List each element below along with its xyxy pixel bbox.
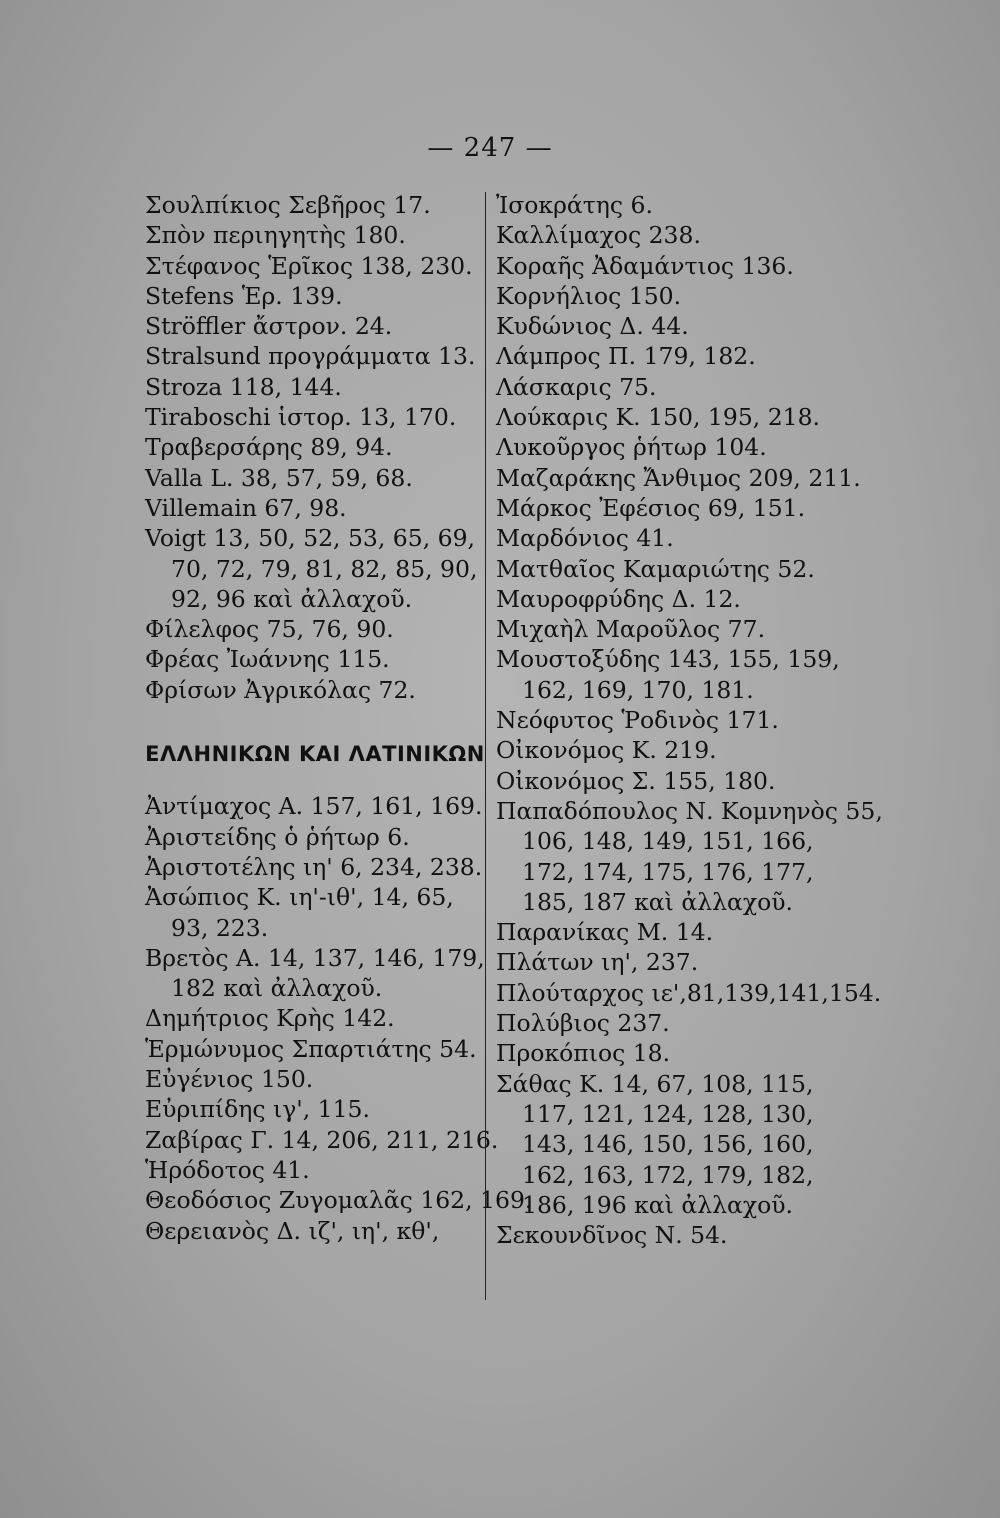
index-entry-continuation: 186, 196 καὶ ἀλλαχοῦ.	[522, 1190, 794, 1219]
index-entry: Καλλίμαχος 238.	[496, 221, 701, 250]
index-entry: Ματθαῖος Καμαριώτης 52.	[496, 554, 815, 583]
index-entry-continuation: 143, 146, 150, 156, 160,	[522, 1130, 814, 1159]
column-divider	[485, 192, 486, 1300]
index-entry: Πλάτων ιη', 237.	[496, 948, 699, 977]
index-entry: Σπὸν περιηγητὴς 180.	[145, 221, 406, 250]
index-entry: Μάρκος Ἐφέσιος 69, 151.	[496, 493, 806, 522]
index-entry: Λάμπρος Π. 179, 182.	[496, 342, 756, 371]
page-number: — 247 —	[427, 133, 553, 163]
index-entry-continuation: 117, 121, 124, 128, 130,	[522, 1099, 814, 1128]
index-entry: Ἡρόδοτος 41.	[145, 1155, 310, 1184]
index-entry-continuation: 172, 174, 175, 176, 177,	[522, 857, 814, 886]
index-entry: Μαυροφρύδης Δ. 12.	[496, 584, 741, 613]
index-entry: Πλούταρχος ιε',81,139,141,154.	[496, 978, 882, 1007]
index-entry-continuation: 162, 169, 170, 181.	[522, 675, 754, 704]
index-entry: Φρίσων Ἀγρικόλας 72.	[145, 675, 416, 704]
index-entry: Μουστοξύδης 143, 155, 159,	[496, 645, 840, 674]
index-entry: Σουλπίκιος Σεβῆρος 17.	[145, 191, 431, 219]
index-entry: Ströffler ἄστρον. 24.	[145, 312, 393, 341]
index-entry: Δημήτριος Κρὴς 142.	[145, 1004, 395, 1033]
index-entry: Φρέας Ἰωάννης 115.	[145, 645, 390, 674]
index-entry: Εὐγένιος 150.	[145, 1065, 314, 1094]
index-entry: Εὐριπίδης ιγ', 115.	[145, 1095, 370, 1124]
section-heading: ΕΛΛΗΝΙΚΩΝ ΚΑΙ ΛΑΤΙΝΙΚΩΝ	[145, 742, 485, 767]
index-entry: Οἰκονόμος Κ. 219.	[496, 736, 717, 765]
index-entry: Οἰκονόμος Σ. 155, 180.	[496, 766, 776, 795]
index-entry: Παπαδόπουλος Ν. Κομνηνὸς 55,	[496, 796, 883, 825]
index-entry-continuation: 182 καὶ ἀλλαχοῦ.	[171, 974, 383, 1003]
index-entry: Ἰσοκράτης 6.	[496, 191, 653, 219]
index-entry: Θεοδόσιος Ζυγομαλᾶς 162, 169.	[145, 1186, 533, 1215]
right-index-list	[496, 190, 883, 1250]
index-entry: Στέφανος Ἑρῖκος 138, 230.	[145, 251, 473, 280]
index-entry: Ζαβίρας Γ. 14, 206, 211, 216.	[145, 1125, 499, 1154]
index-entry: Τραβερσάρης 89, 94.	[145, 433, 393, 462]
index-entry: Ἀριστείδης ὁ ῥήτωρ 6.	[145, 822, 410, 851]
index-entry: Tiraboschi ἱστορ. 13, 170.	[145, 403, 457, 432]
index-entry-continuation: 162, 163, 172, 179, 182,	[522, 1160, 814, 1189]
index-entry: Stroza 118, 144.	[145, 372, 342, 401]
index-entry-continuation: 93, 223.	[171, 913, 269, 942]
index-entry: Σεκουνδῖνος Ν. 54.	[496, 1221, 728, 1250]
index-entry: Βρετὸς Α. 14, 137, 146, 179,	[145, 943, 485, 972]
index-entry: Πολύβιος 237.	[496, 1009, 670, 1038]
left-index-list-bottom	[145, 791, 533, 1245]
index-entry: Μιχαὴλ Μαροῦλος 77.	[496, 615, 766, 644]
index-entry: Stralsund προγράμματα 13.	[145, 342, 476, 371]
index-entry: Μαρδόνιος 41.	[496, 524, 674, 553]
index-entry-continuation: 70, 72, 79, 81, 82, 85, 90,	[171, 554, 478, 583]
index-entry: Προκόπιος 18.	[496, 1039, 671, 1068]
index-entry-continuation: 185, 187 καὶ ἀλλαχοῦ.	[522, 887, 794, 916]
index-entry: Ἀσώπιος Κ. ιη'-ιθ', 14, 65,	[145, 883, 454, 912]
index-entry: Λυκοῦργος ῥήτωρ 104.	[496, 433, 767, 462]
index-entry: Ἀντίμαχος Α. 157, 161, 169.	[145, 792, 483, 821]
index-entry: Νεόφυτος Ῥοδινὸς 171.	[496, 706, 779, 735]
index-entry: Σάθας Κ. 14, 67, 108, 115,	[496, 1069, 814, 1098]
index-entry: Ἑρμώνυμος Σπαρτιάτης 54.	[145, 1034, 477, 1063]
index-entry: Κοραῆς Ἀδαμάντιος 136.	[496, 251, 794, 280]
left-column	[145, 190, 533, 1246]
index-entry-continuation: 92, 96 καὶ ἀλλαχοῦ.	[171, 584, 413, 613]
index-entry: Λάσκαρις 75.	[496, 372, 657, 401]
left-index-list-top	[145, 190, 485, 705]
index-entry: Κυδώνιος Δ. 44.	[496, 312, 689, 341]
index-entry: Κορνήλιος 150.	[496, 281, 682, 310]
right-column	[496, 190, 883, 1250]
index-entry: Valla L. 38, 57, 59, 68.	[145, 463, 413, 492]
index-entry: Μαζαράκης Ἄνθιμος 209, 211.	[496, 463, 861, 492]
index-entry: Φίλελφος 75, 76, 90.	[145, 615, 394, 644]
index-entry: Παρανίκας Μ. 14.	[496, 918, 714, 947]
index-entry: Stefens Ἑρ. 139.	[145, 281, 343, 310]
index-entry: Λούκαρις Κ. 150, 195, 218.	[496, 403, 821, 432]
index-entry: Voigt 13, 50, 52, 53, 65, 69,	[145, 524, 476, 553]
index-entry: Ἀριστοτέλης ιη' 6, 234, 238.	[145, 852, 483, 881]
index-entry: Villemain 67, 98.	[145, 493, 347, 522]
index-entry: Θερειανὸς Δ. ιζ', ιη', κθ',	[145, 1216, 440, 1245]
index-entry-continuation: 106, 148, 149, 151, 166,	[522, 827, 814, 856]
